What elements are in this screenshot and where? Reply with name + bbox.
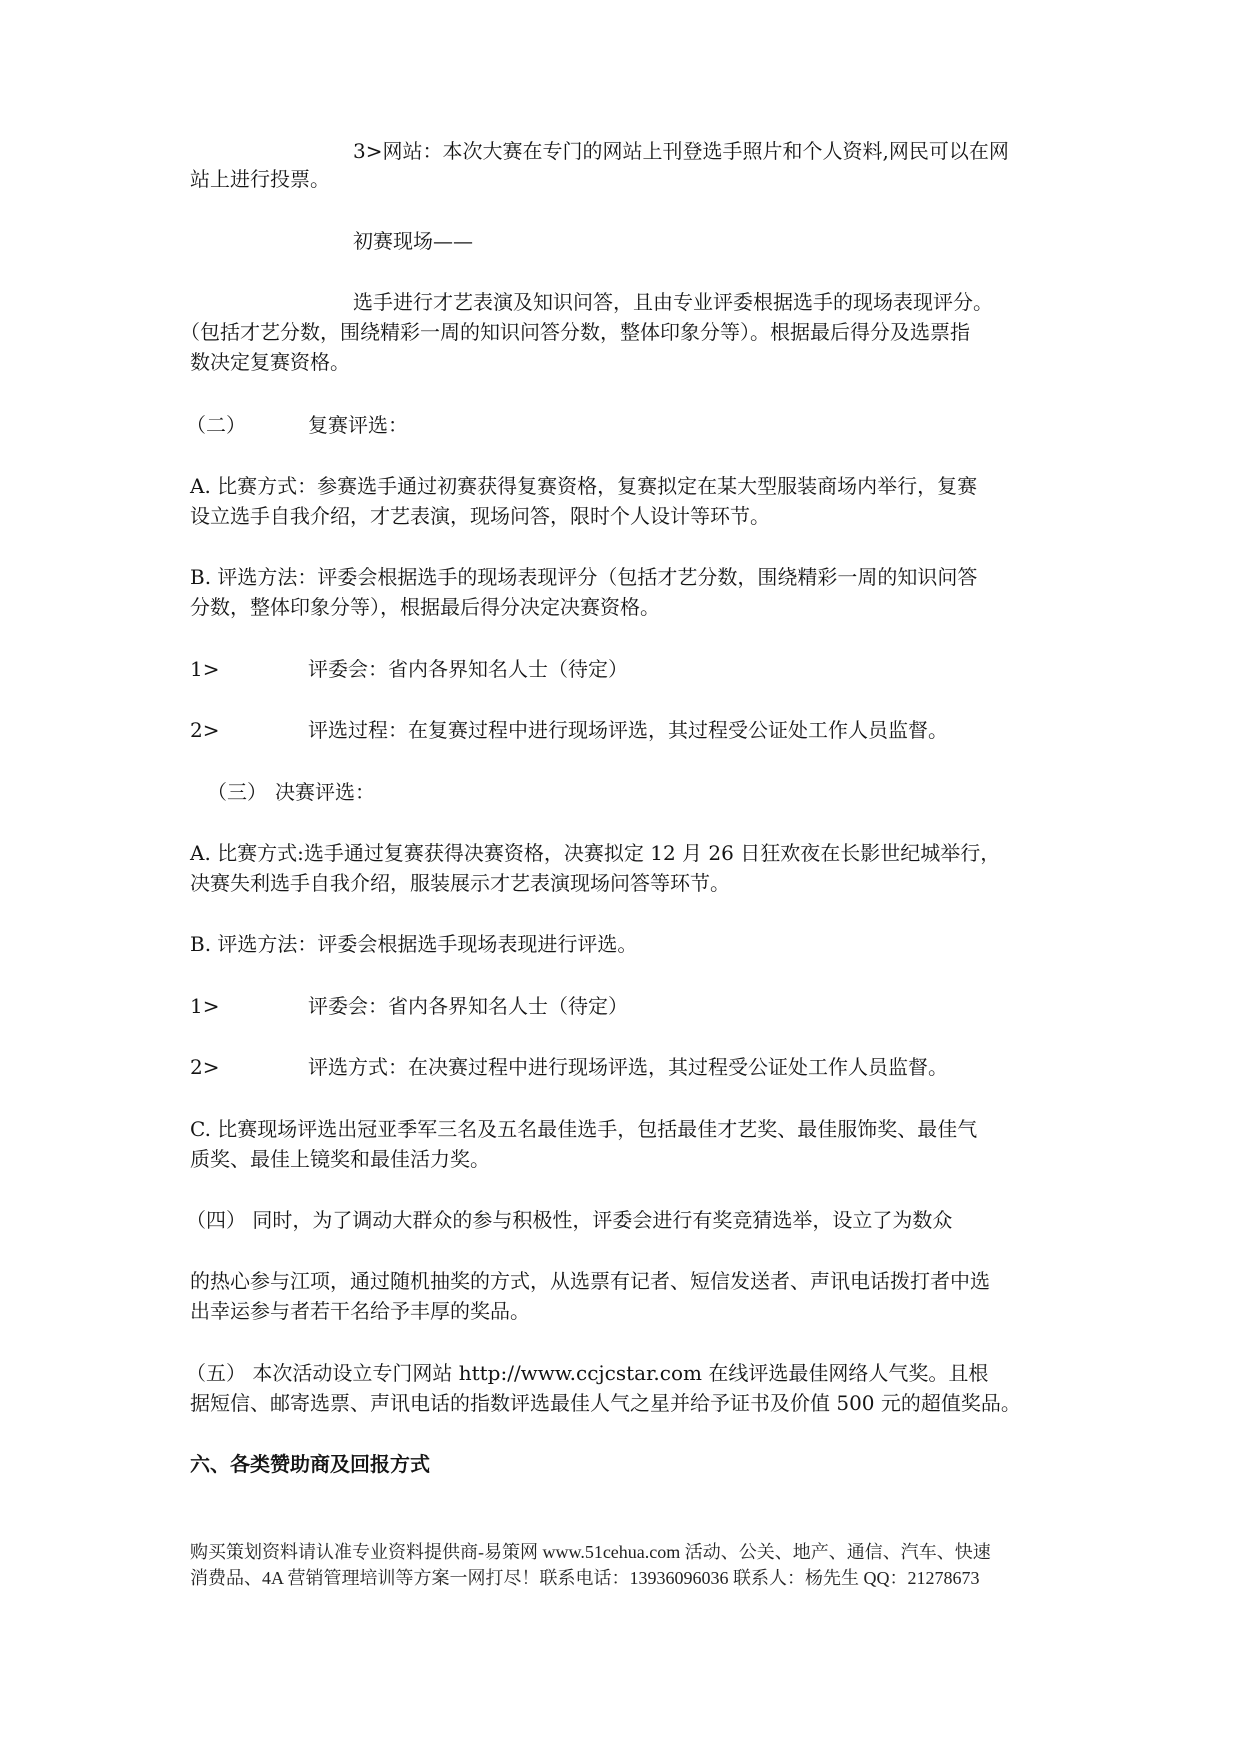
fusai-b-line2: 分数，整体印象分等），根据最后得分决定决赛资格。 [190, 595, 660, 619]
fusai-a-line2: 设立选手自我介绍，才艺表演，现场问答，限时个人设计等环节。 [190, 504, 770, 528]
fusai-item-1 [190, 656, 1070, 682]
fusai-item-1-number: 1> [190, 657, 220, 681]
juesai-item-1 [190, 993, 1070, 1019]
chusai-line1: 选手进行才艺表演及知识问答，且由专业评委根据选手的现场表现评分。 [353, 290, 993, 314]
section-5-line2: 据短信、邮寄选票、声讯电话的指数评选最佳人气之星并给予证书及价值 500 元的超值奖品。 [190, 1391, 1021, 1415]
chusai-line2: （包括才艺分数，围绕精彩一周的知识问答分数，整体印象分等）。根据最后得分及选票指 [180, 320, 970, 344]
section-4-line2: 的热心参与江项，通过随机抽奖的方式，从选票有记者、短信发送者、声讯电话拨打者中选 [190, 1269, 990, 1293]
section-5-line1: （五） 本次活动设立专门网站 http://www.ccjcstar.com 在线评选最佳网络人气奖。且根 [186, 1361, 989, 1385]
fusai-item-1-text: 评委会：省内各界知名人士（待定） [308, 657, 628, 681]
section-2-heading [186, 412, 1066, 438]
juesai-c-line2: 质奖、最佳上镜奖和最佳活力奖。 [190, 1147, 490, 1171]
fusai-b-line1: B. 评选方法：评委会根据选手的现场表现评分（包括才艺分数，围绕精彩一周的知识问答 [190, 565, 978, 589]
juesai-item-2-number: 2> [190, 1055, 220, 1079]
section-3-title: 决赛评选： [275, 780, 375, 804]
juesai-item-2 [190, 1054, 1070, 1080]
juesai-a-line2: 决赛失利选手自我介绍，服装展示才艺表演现场问答等环节。 [190, 871, 730, 895]
footer-ad-line1: 购买策划资料请认准专业资料提供商-易策网 www.51cehua.com 活动、公关、地产、通信、汽车、快速 [190, 1542, 991, 1562]
fusai-a-line1: A. 比赛方式：参赛选手通过初赛获得复赛资格，复赛拟定在某大型服装商场内举行，复赛 [190, 474, 978, 498]
chusai-heading: 初赛现场—— [353, 229, 473, 253]
section-4-line3: 出幸运参与者若干名给予丰厚的奖品。 [190, 1299, 530, 1323]
section-6-heading: 六、各类赞助商及回报方式 [190, 1452, 430, 1476]
chusai-line3: 数决定复赛资格。 [190, 350, 350, 374]
juesai-item-1-number: 1> [190, 994, 220, 1018]
juesai-c-line1: C. 比赛现场评选出冠亚季军三名及五名最佳选手，包括最佳才艺奖、最佳服饰奖、最佳气 [190, 1117, 978, 1141]
juesai-b: B. 评选方法：评委会根据选手现场表现进行评选。 [190, 932, 638, 956]
section-2-number: （二） [186, 413, 246, 437]
footer-ad-line2: 消费品、4A 营销管理培训等方案一网打尽！联系电话：13936096036 联系人：杨先生 QQ：21278673 [190, 1568, 980, 1588]
fusai-item-2 [190, 717, 1070, 743]
section-2-title: 复赛评选： [308, 413, 408, 437]
juesai-item-2-text: 评选方式：在决赛过程中进行现场评选，其过程受公证处工作人员监督。 [308, 1055, 948, 1079]
juesai-a-line1: A. 比赛方式:选手通过复赛获得决赛资格，决赛拟定 12 月 26 日狂欢夜在长影世纪城举行， [190, 841, 1001, 865]
juesai-item-1-text: 评委会：省内各界知名人士（待定） [308, 994, 628, 1018]
section-3-number: （三） [207, 780, 267, 804]
section-4-line1: （四） 同时，为了调动大群众的参与积极性，评委会进行有奖竞猜选举，设立了为数众 [186, 1208, 953, 1232]
paragraph-website-line1: 3>网站：本次大赛在专门的网站上刊登选手照片和个人资料,网民可以在网 [353, 139, 1009, 163]
section-3-heading [207, 779, 1087, 805]
paragraph-website-line2: 站上进行投票。 [190, 167, 330, 191]
fusai-item-2-number: 2> [190, 718, 220, 742]
fusai-item-2-text: 评选过程：在复赛过程中进行现场评选，其过程受公证处工作人员监督。 [308, 718, 948, 742]
